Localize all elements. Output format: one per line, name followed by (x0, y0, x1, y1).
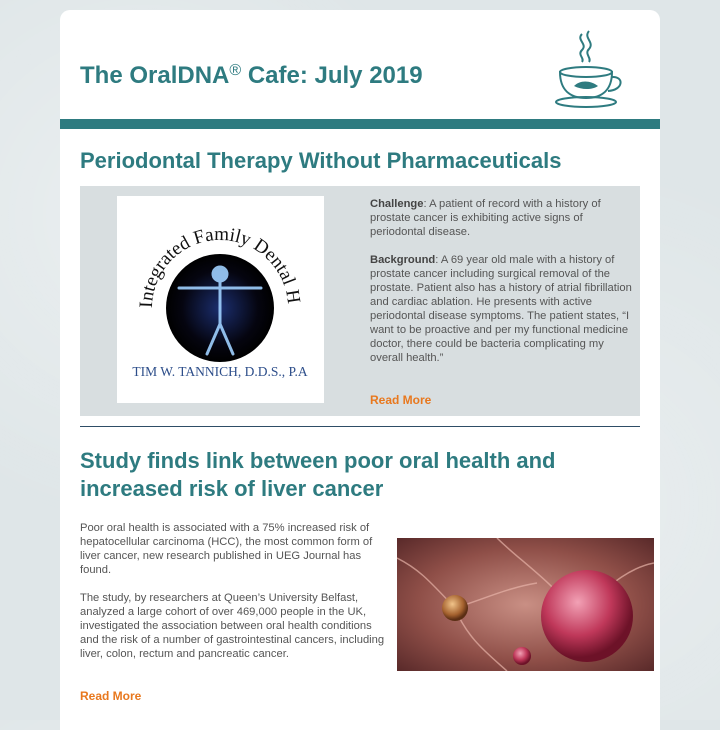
background-paragraph (370, 253, 632, 365)
logo-dentist-name: TIM W. TANNICH, D.D.S., P.A (132, 364, 308, 379)
article2-paragraph1: Poor oral health is associated with a 75% increased risk of hepatocellular carcinoma (HCC), the most common form of liver cancer, new research published in UEG Journal has found. (80, 522, 373, 576)
coffee-cup-icon (552, 28, 626, 110)
article1-read-more-link[interactable]: Read More (370, 393, 432, 407)
challenge-paragraph (370, 197, 632, 239)
newsletter-card (60, 10, 660, 730)
article2-read-more-link[interactable]: Read More (80, 689, 142, 703)
article2-paragraph2: The study, by researchers at Queen’s University Belfast, analyzed a large cohort of over 469,000 people in the UK, investigated the association between oral health conditions and the risk of a number of gastrointestinal cancers, including liver, colon, rectum and pancreatic cancer. (80, 592, 385, 660)
registered-mark: ® (229, 62, 242, 79)
cancer-cell-image (397, 538, 654, 671)
article2-title[interactable]: Study finds link between poor oral health and increased risk of liver cancer (80, 448, 556, 501)
article2-text (80, 521, 385, 675)
background-label: Background (370, 254, 436, 266)
challenge-label: Challenge (370, 198, 424, 210)
logo-arc-text: Integrated Family Dental H (135, 223, 305, 309)
dental-logo (117, 196, 324, 403)
article1-panel (80, 186, 640, 416)
article1-text (370, 197, 632, 379)
challenge-text: : A patient of record with a history of prostate cancer is exhibiting active signs of periodontal disease. (370, 198, 601, 238)
article1-title[interactable]: Periodontal Therapy Without Pharmaceuticals (80, 148, 562, 173)
section-divider (80, 426, 640, 427)
background-text: : A 69 year old male with a history of prostate cancer including surgical removal of the prostate. Patient also has a history of atrial fibrillation and cardiac ablation. He presents with active periodontal disease symptoms. The patient states, “I want to be proactive and per my functional medicine doctor, there could be bacteria complicating my overall health.” (370, 254, 632, 364)
dental-logo-graphic (117, 196, 324, 403)
header (60, 10, 660, 118)
header-divider-bar (60, 119, 660, 129)
newsletter-title: The OralDNA® Cafe: July 2019 (80, 62, 423, 89)
